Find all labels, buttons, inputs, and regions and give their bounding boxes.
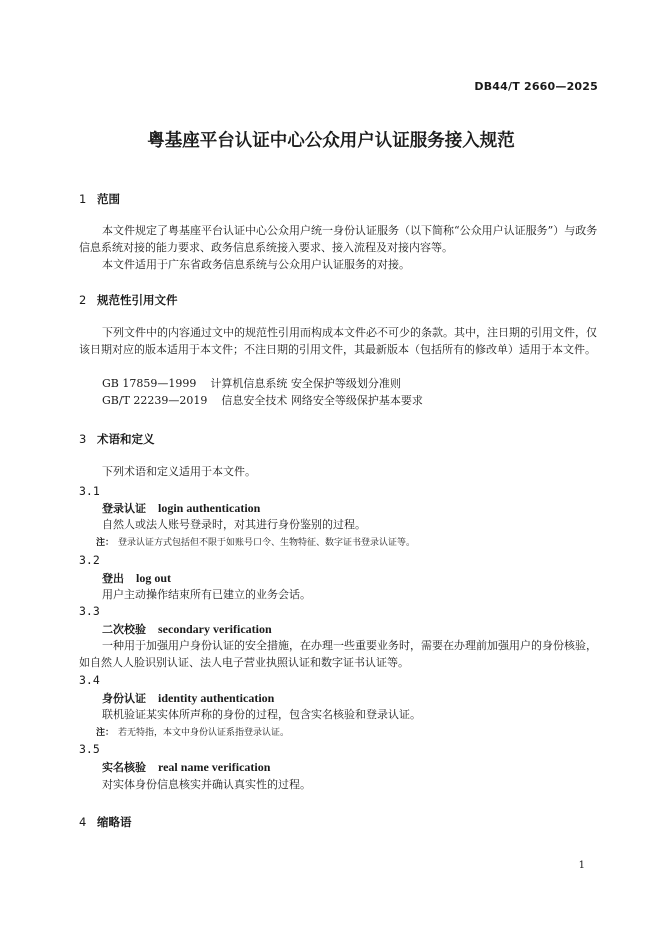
term-definition: 自然人或法人账号登录时，对其进行身份鉴别的过程。 <box>102 518 366 531</box>
section-heading-abbreviations <box>79 814 132 830</box>
term-en: identity authentication <box>158 691 275 705</box>
section-number: 3 <box>79 432 87 446</box>
reference-item-2 <box>102 392 423 409</box>
term-heading <box>102 621 272 637</box>
term-number: 3.5 <box>79 742 100 756</box>
section-number: 4 <box>79 815 87 829</box>
term-heading <box>102 500 260 516</box>
section-heading-normative-references <box>79 292 178 308</box>
term-heading <box>102 690 274 706</box>
section-title: 术语和定义 <box>97 432 155 446</box>
term-en: log out <box>136 571 172 585</box>
reference-title: 计算机信息系统 安全保护等级划分准则 <box>210 377 401 390</box>
term-number: 3.1 <box>79 484 100 498</box>
scope-paragraph-2: 本文件适用于广东省政务信息系统与公众用户认证服务的对接。 <box>102 258 410 271</box>
note-text: 若无特指，本文中身份认证系指登录认证。 <box>118 728 290 738</box>
reference-code: GB/T 22239—2019 <box>102 394 208 407</box>
term-en: secondary verification <box>158 622 272 636</box>
term-number: 3.4 <box>79 673 100 687</box>
section-heading-scope <box>79 191 120 207</box>
references-paragraph: 下列文件中的内容通过文中的规范性引用而构成本文件必不可少的条款。其中，注日期的引用文件，仅该日期对应的版本适用于本文件；不注日期的引用文件，其最新版本（包括所有的修改单）适用于本文件。 <box>79 326 597 356</box>
term-note <box>96 725 289 738</box>
section-number: 1 <box>79 192 87 206</box>
term-heading <box>102 759 270 775</box>
document-number: DB44/T 2660—2025 <box>474 80 598 93</box>
section-heading-terms <box>79 431 155 447</box>
section-number: 2 <box>79 293 87 307</box>
note-label: 注： <box>96 538 115 548</box>
term-definition: 对实体身份信息核实并确认真实性的过程。 <box>102 778 311 791</box>
term-zh: 实名核验 <box>102 761 146 774</box>
term-zh: 登录认证 <box>102 502 146 515</box>
section-title: 缩略语 <box>97 815 132 829</box>
terms-intro: 下列术语和定义适用于本文件。 <box>102 465 256 478</box>
term-note <box>96 535 415 548</box>
term-en: real name verification <box>158 760 271 774</box>
term-zh: 二次校验 <box>102 623 146 636</box>
term-zh: 身份认证 <box>102 692 146 705</box>
reference-item-1 <box>102 375 401 392</box>
section-title: 规范性引用文件 <box>97 293 178 307</box>
term-zh: 登出 <box>102 572 124 585</box>
document-title: 粤基座平台认证中心公众用户认证服务接入规范 <box>147 131 515 151</box>
term-definition: 一种用于加强用户身份认证的安全措施，在办理一些重要业务时，需要在办理前加强用户的身份核验，如自然人人脸识别认证、法人电子营业执照认证和数字证书认证等。 <box>79 639 597 669</box>
term-definition: 用户主动操作结束所有已建立的业务会话。 <box>102 588 311 601</box>
note-label: 注： <box>96 728 115 738</box>
section-title: 范围 <box>97 192 120 206</box>
page-number: 1 <box>578 860 585 871</box>
term-number: 3.2 <box>79 553 100 567</box>
term-definition: 联机验证某实体所声称的身份的过程，包含实名核验和登录认证。 <box>102 708 421 721</box>
scope-paragraph-1: 本文件规定了粤基座平台认证中心公众用户统一身份认证服务（以下简称“公众用户认证服务”）与政务信息系统对接的能力要求、政务信息系统接入要求、接入流程及对接内容等。 <box>79 224 598 254</box>
reference-code: GB 17859—1999 <box>102 377 197 390</box>
term-en: login authentication <box>158 501 261 515</box>
term-heading <box>102 570 171 586</box>
note-text: 登录认证方式包括但不限于如账号口令、生物特征、数字证书登录认证等。 <box>118 538 416 548</box>
reference-title: 信息安全技术 网络安全等级保护基本要求 <box>221 394 423 407</box>
term-number: 3.3 <box>79 604 100 618</box>
